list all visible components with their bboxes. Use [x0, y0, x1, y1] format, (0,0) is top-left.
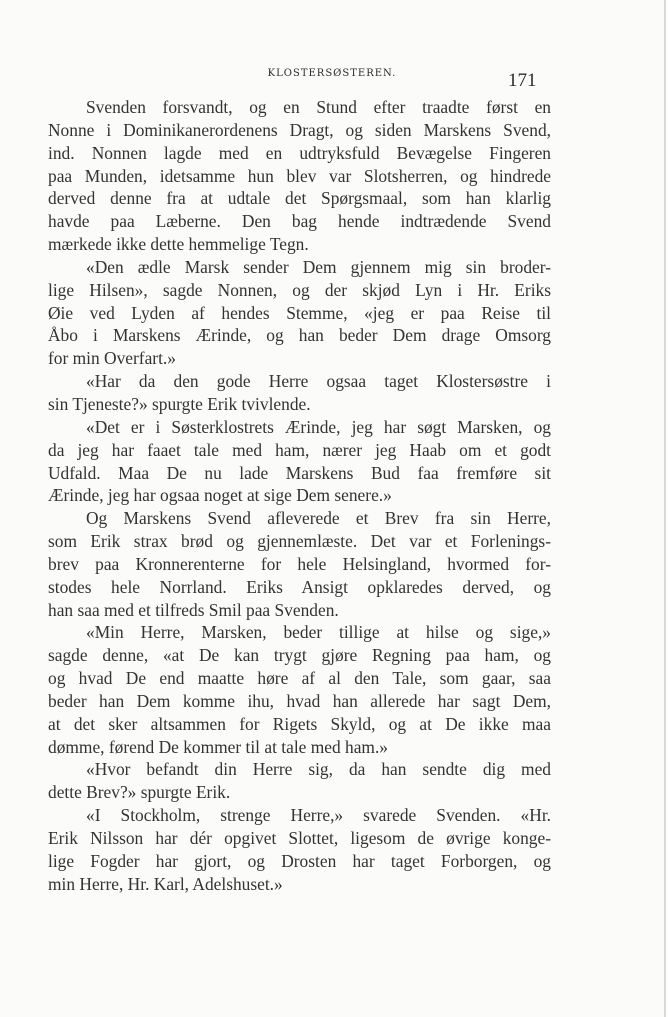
- text-line: «I Stockholm, strenge Herre,» svarede Svenden. «Hr.: [86, 805, 551, 826]
- text-line: dette Brev?» spurgte Erik.: [48, 782, 231, 803]
- text-line: mærkede ikke dette hemmelige Tegn.: [48, 234, 309, 255]
- text-line: «Hvor befandt din Herre sig, da han sendte dig med: [86, 759, 551, 780]
- text-line: Øie ved Lyden af hendes Stemme, «jeg er paa Reise til: [48, 302, 551, 323]
- text-line: Åbo i Marskens Ærinde, og han beder Dem drage Omsorg: [48, 325, 551, 346]
- text-line: Udfald. Maa De nu lade Marskens Bud faa fremføre sit: [48, 462, 551, 483]
- text-line: «Den ædle Marsk sender Dem gjennem mig sin broder-: [86, 256, 551, 277]
- text-line: sagde denne, «at De kan trygt gjøre Regning paa ham, og: [48, 645, 551, 666]
- text-line: derved denne fra at udtale det Spørgsmaal, som han klarlig: [48, 188, 551, 209]
- text-line: lige Fogder har gjort, og Drosten har taget Forborgen, og: [48, 850, 551, 871]
- text-line: «Det er i Søsterklostrets Ærinde, jeg har søgt Marsken, og: [86, 416, 551, 437]
- text-line: som Erik strax brød og gjennemlæste. Det var et Forlenings-: [48, 531, 551, 552]
- text-line: Ærinde, jeg har ogsaa noget at sige Dem senere.»: [48, 485, 392, 506]
- text-line: han saa med et tilfreds Smil paa Svenden.: [48, 599, 339, 620]
- text-line: Nonne i Dominikanerordenens Dragt, og siden Marskens Svend,: [48, 119, 551, 140]
- text-line: Svenden forsvandt, og en Stund efter traadte først en: [86, 97, 551, 117]
- text-line: stodes hele Norrland. Eriks Ansigt opklaredes derved, og: [48, 576, 551, 597]
- text-line: Erik Nilsson har dér opgivet Slottet, ligesom de øvrige konge-: [48, 828, 551, 848]
- text-line: «Har da den gode Herre ogsaa taget Klostersøstre i: [86, 371, 551, 392]
- text-line: lige Hilsen», sagde Nonnen, og der skjød Lyn i Hr. Eriks: [48, 279, 551, 300]
- text-line: havde paa Læberne. Den bag hende indtrædende Svend: [48, 211, 551, 232]
- running-title: KLOSTERSØSTEREN.: [267, 68, 397, 79]
- text-line: sin Tjeneste?» spurgte Erik tvivlende.: [48, 393, 311, 414]
- text-line: brev paa Kronnerenterne for hele Helsingland, hvormed for-: [48, 553, 551, 574]
- text-line: beder han Dem komme ihu, hvad han allerede har sagt Dem,: [48, 690, 551, 711]
- text-line: for min Overfart.»: [48, 348, 176, 369]
- page-number: 171: [508, 70, 537, 91]
- text-line: dømme, førend De kommer til at tale med ham.»: [48, 736, 388, 757]
- body-text: [48, 96, 551, 896]
- text-line: paa Munden, idetsamme hun blev var Slotsherren, og hindrede: [48, 165, 551, 186]
- text-line: da jeg har faaet tale med ham, nærer jeg Haab om et godt: [48, 439, 551, 460]
- text-line: «Min Herre, Marsken, beder tillige at hilse og sige,»: [86, 622, 551, 643]
- text-line: min Herre, Hr. Karl, Adelshuset.»: [48, 873, 283, 894]
- text-line: og hvad De end maatte høre af al den Tale, som gaar, saa: [48, 668, 551, 689]
- text-line: ind. Nonnen lagde med en udtryksfuld Bevægelse Fingeren: [48, 142, 551, 163]
- text-line: at det sker altsammen for Rigets Skyld, og at De ikke maa: [48, 713, 551, 734]
- text-line: Og Marskens Svend afleverede et Brev fra sin Herre,: [86, 508, 551, 529]
